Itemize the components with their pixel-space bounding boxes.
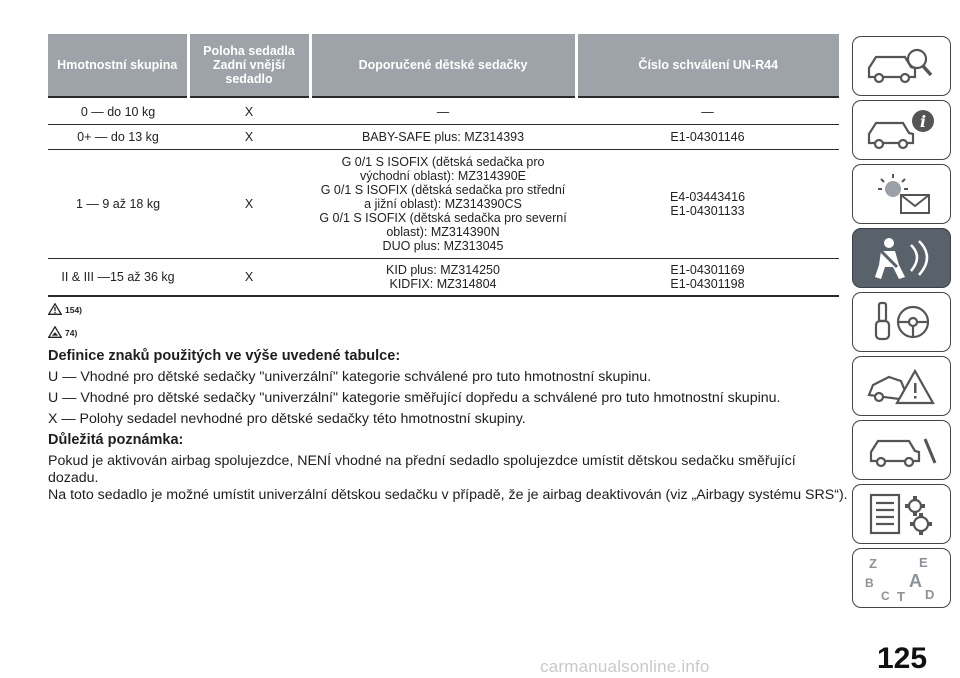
header-weight-group: Hmotnostní skupina [48,34,188,97]
tab-starting-driving[interactable] [852,292,951,352]
car-info-icon [859,105,945,155]
cell-weight: 0 — do 10 kg [48,97,188,125]
seatbelt-airbag-icon [859,233,945,283]
warning-ref-label: 154) [65,305,83,315]
cell-approval: E4-03443416 E1-04301133 [576,150,839,259]
child-seat-table [48,34,839,297]
svg-text:D: D [924,587,934,602]
tab-dashboard-info[interactable] [852,100,951,160]
watermark: carmanualsonline.info [540,657,710,676]
alphabet-index-icon [859,553,945,603]
caution-triangle-icon [48,326,62,338]
svg-text:B: B [864,576,874,590]
definitions-heading: Definice znaků použitých ve výše uvedené tabulce: [48,348,401,364]
warning-ref-154[interactable] [48,303,82,315]
table-row [48,150,839,259]
cell-seats: KID plus: MZ314250 KIDFIX: MZ314804 [310,259,576,297]
header-recommended-seats: Doporučené dětské sedačky [310,34,576,97]
car-service-icon [859,425,945,475]
tab-maintenance[interactable] [852,420,951,480]
tab-technical-data[interactable] [852,484,951,544]
car-warning-triangle-icon [859,361,945,411]
note-ref-label: 74) [65,328,78,338]
note-ref-74[interactable] [48,326,77,338]
cell-seats: BABY-SAFE plus: MZ314393 [310,125,576,150]
table-header-row [48,34,839,97]
cell-approval: E1-04301169 E1-04301198 [576,259,839,297]
warning-triangle-icon [48,303,62,315]
cell-position: X [188,259,310,297]
svg-text:C: C [880,589,890,603]
cell-weight: II & III —15 až 36 kg [48,259,188,297]
tab-emergency[interactable] [852,356,951,416]
tab-warnings[interactable] [852,164,951,224]
definition-line: X — Polohy sedadel nevhodné pro dětské sedačky této hmotnostní skupiny. [48,411,526,427]
svg-text:Z: Z [868,556,877,571]
cell-weight: 0+ — do 13 kg [48,125,188,150]
warning-lights-mail-icon [859,169,945,219]
specs-gears-icon [859,489,945,539]
cell-position: X [188,97,310,125]
svg-text:T: T [896,589,905,603]
car-search-icon [859,41,945,91]
note-section [48,432,848,504]
table-row [48,125,839,150]
note-line: Pokud je aktivován airbag spolujezdce, NENÍ vhodné na přední sedadlo spolujezdce umístit dětskou sedačku směřující dozadu. [48,453,796,486]
cell-position: X [188,125,310,150]
note-line: Na toto sedadlo je možné umístit univerzální dětskou sedačku v případě, že je airbag deaktivován (viz „Airbagy systému SRS“). [48,487,848,503]
definition-line: U — Vhodné pro dětské sedačky "univerzální" kategorie směřující dopředu a schválené pro tuto hmotnostní skupinu. [48,390,781,406]
svg-text:A: A [908,571,922,591]
cell-seats: — [310,97,576,125]
cell-weight: 1 — 9 až 18 kg [48,150,188,259]
tab-safety[interactable] [852,228,951,288]
definitions-section [48,348,848,428]
header-seat-position: Poloha sedadla Zadní vnější sedadlo [188,34,310,97]
cell-seats: G 0/1 S ISOFIX (dětská sedačka pro východní oblast): MZ314390E G 0/1 S ISOFIX (dětská sedačka pro střední a jižní oblast): MZ314390CS G 0/1 S ISOFIX (dětská sedačka pro severní oblast): MZ314390N DUO plus: MZ313045 [310,150,576,259]
table-row [48,259,839,297]
table-row [48,97,839,125]
svg-text:E: E [918,555,928,570]
definition-line: U — Vhodné pro dětské sedačky "univerzální" kategorie schválené pro tuto hmotnostní skupinu. [48,369,652,385]
key-steering-wheel-icon [859,297,945,347]
page-number: 125 [876,642,928,675]
svg-text:i: i [919,112,926,131]
cell-approval: — [576,97,839,125]
cell-position: X [188,150,310,259]
tab-getting-to-know-car[interactable] [852,36,951,96]
cell-approval: E1-04301146 [576,125,839,150]
tab-index[interactable] [852,548,951,608]
header-approval-number: Číslo schválení UN-R44 [576,34,839,97]
note-heading: Důležitá poznámka: [48,432,184,448]
